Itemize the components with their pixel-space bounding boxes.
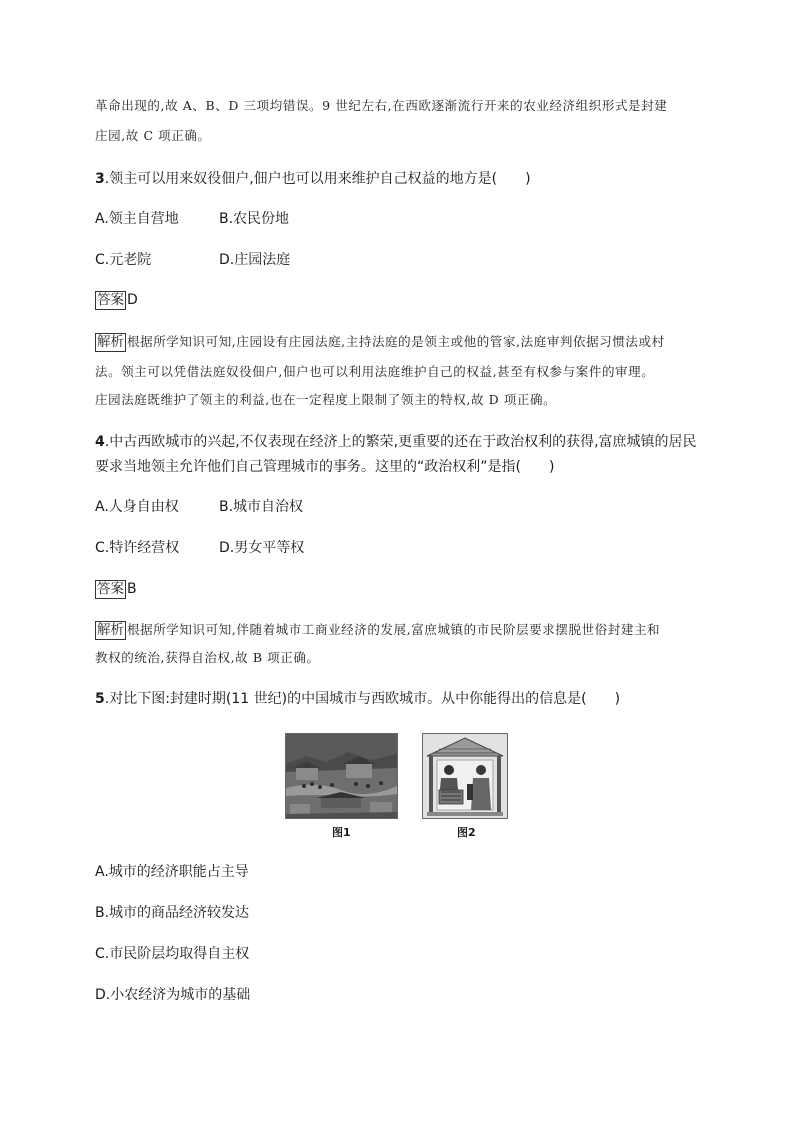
answer-tag: 答案 — [97, 581, 124, 597]
question-4-answer — [95, 579, 137, 599]
answer-tag: 答案 — [97, 292, 124, 308]
question-3-analysis-line-3: 庄园法庭既维护了领主的利益,也在一定程度上限制了领主的特权,故 D 项正确。 — [95, 392, 557, 407]
question-4-option-a: A.人身自由权 — [95, 499, 179, 515]
question-3-option-c: C.元老院 — [95, 252, 152, 268]
question-3-text: .领主可以用来奴役佃户,佃户也可以用来维护自己权益的地方是( ) — [104, 171, 531, 187]
question-5-option-c: C.市民阶层均取得自主权 — [95, 946, 250, 962]
question-4-option-b: B.城市自治权 — [219, 499, 304, 515]
question-5-option-b: B.城市的商品经济较发达 — [95, 905, 250, 921]
question-4-stem-line-2: 要求当地领主允许他们自己管理城市的事务。这里的“政治权利”是指( ) — [95, 459, 555, 475]
question-4-number: 4 — [95, 434, 105, 450]
question-4-option-d: D.男女平等权 — [219, 540, 305, 556]
question-3-answer — [95, 290, 138, 310]
figure-1-image — [285, 733, 398, 819]
prev-explanation-line-2: 庄园,故 C 项正确。 — [95, 128, 211, 143]
figure-2-image — [422, 733, 508, 819]
question-4-analysis-line-2: 教权的统治,获得自治权,故 B 项正确。 — [95, 650, 320, 665]
analysis-tag: 解析 — [97, 622, 124, 638]
question-5-option-d: D.小农经济为城市的基础 — [95, 987, 251, 1003]
question-3-option-d: D.庄园法庭 — [219, 252, 291, 268]
question-5-stem — [95, 689, 620, 709]
question-4-analysis-text-1: 根据所学知识可知,伴随着城市工商业经济的发展,富庶城镇的市民阶层要求摆脱世俗封建主和 — [127, 622, 661, 637]
question-3-analysis-line-1 — [95, 332, 665, 352]
question-4-option-c: C.特许经营权 — [95, 540, 180, 556]
analysis-tag: 解析 — [97, 334, 124, 350]
question-4-stem-line-1 — [95, 432, 697, 452]
question-4-text-1: .中古西欧城市的兴起,不仅表现在经济上的繁荣,更重要的还在于政治权利的获得,富庶城镇的居民 — [104, 434, 697, 450]
question-3-analysis-line-2: 法。领主可以凭借法庭奴役佃户,佃户也可以利用法庭维护自己的权益,甚至有权参与案件的审理。 — [95, 364, 655, 379]
question-3-answer-value: D — [127, 292, 138, 308]
question-5-text: .对比下图:封建时期(11 世纪)的中国城市与西欧城市。从中你能得出的信息是( ) — [104, 691, 621, 707]
question-4-answer-value: B — [127, 581, 137, 597]
prev-explanation-line-1: 革命出现的,故 A、B、D 三项均错误。9 世纪左右,在西欧逐渐流行开来的农业经济组织形式是封建 — [95, 98, 668, 113]
question-3-stem — [95, 169, 531, 189]
question-3-option-b: B.农民份地 — [219, 211, 290, 227]
figure-1-caption: 图1 — [332, 826, 351, 839]
figure-2-caption: 图2 — [457, 826, 476, 839]
question-3-analysis-text-1: 根据所学知识可知,庄园设有庄园法庭,主持法庭的是领主或他的管家,法庭审判依据习惯法或村 — [127, 334, 665, 349]
question-4-analysis-line-1 — [95, 620, 660, 640]
question-3-number: 3 — [95, 171, 105, 187]
question-5-number: 5 — [95, 691, 105, 707]
question-5-option-a: A.城市的经济职能占主导 — [95, 864, 249, 880]
question-3-option-a: A.领主自营地 — [95, 211, 179, 227]
